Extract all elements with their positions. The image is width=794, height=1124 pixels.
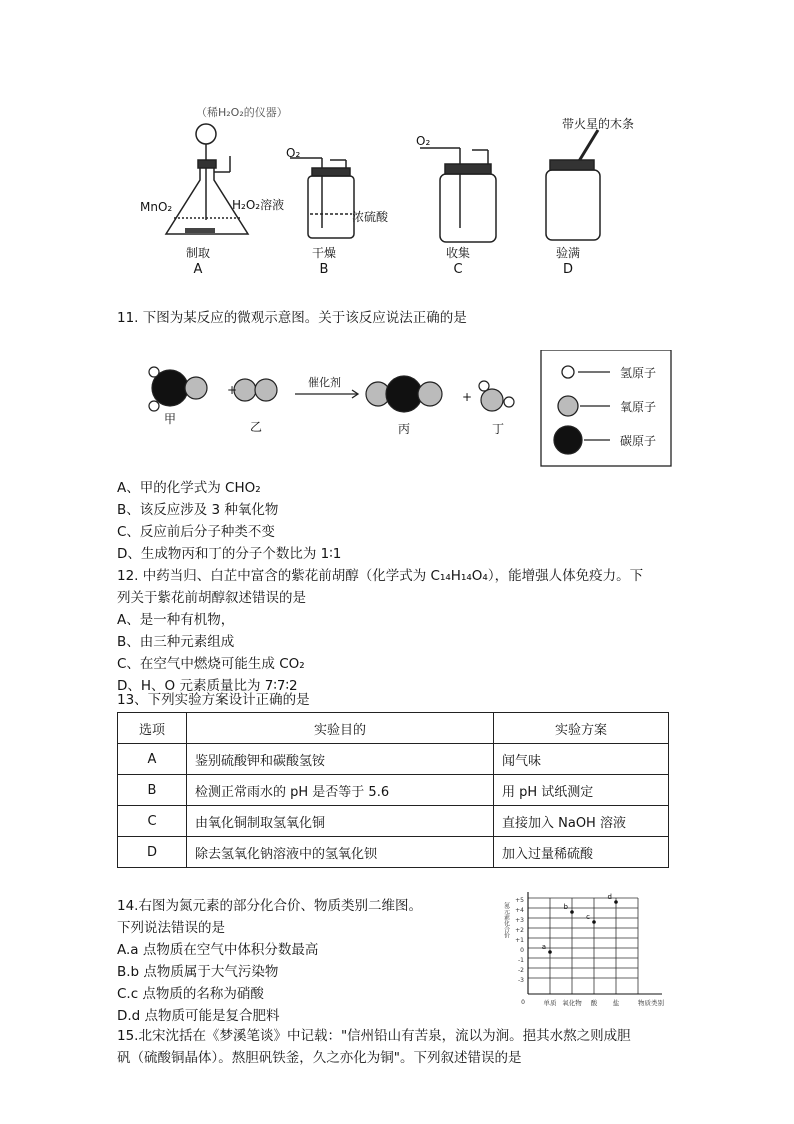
cell-purpose: 鉴别硫酸钾和碳酸氢铵	[187, 744, 494, 775]
cell-option: A	[118, 744, 187, 775]
q11-label-jia: 甲	[164, 412, 177, 426]
x-tick-label: 酸	[590, 999, 598, 1007]
q11-label-bing: 丙	[398, 422, 411, 436]
q11-catalyst: 催化剂	[308, 376, 341, 389]
q10-d-right-annot: 带火星的木条	[562, 117, 635, 131]
molecule-ding	[479, 381, 514, 411]
q10-c-letter: C	[453, 262, 463, 277]
cell-option: C	[118, 806, 187, 837]
q10-b-label: 干燥	[311, 246, 336, 260]
q12-option-a: A、是一种有机物，	[117, 612, 235, 628]
origin-label: 0	[521, 999, 525, 1006]
q11-title: 11. 下图为某反应的微观示意图。关于该反应说法正确的是	[117, 310, 467, 326]
apparatus-c-bottle	[420, 148, 496, 242]
y-tick-label: +3	[515, 917, 524, 924]
q10-a-left-annot: MnO₂	[140, 200, 173, 214]
y-tick-label: -1	[518, 957, 524, 964]
data-point-b	[570, 910, 574, 914]
legend-carbon: 碳原子	[620, 434, 657, 448]
q14-line-1: 14.右图为氮元素的部分化合价、物质类别二维图。	[117, 898, 422, 914]
y-tick-label: +2	[515, 927, 524, 934]
q10-b-letter: B	[319, 262, 329, 277]
q14-option-a: A.a 点物质在空气中体积分数最高	[117, 942, 319, 958]
cell-purpose: 由氧化铜制取氢氧化铜	[187, 806, 494, 837]
cell-option: D	[118, 837, 187, 868]
q10-a-letter: A	[193, 262, 203, 277]
q12-option-c: C、在空气中燃烧可能生成 CO₂	[117, 656, 305, 672]
cell-plan: 闻气味	[494, 744, 669, 775]
cell-plan: 加入过量稀硫酸	[494, 837, 669, 868]
reaction-arrow	[295, 390, 358, 398]
data-label-c: c	[586, 913, 590, 921]
x-axis-label: 物质类别	[638, 999, 664, 1007]
y-tick-label: 0	[520, 947, 524, 954]
col-header-plan: 实验方案	[494, 713, 669, 744]
q11-label-yi: 乙	[250, 420, 263, 434]
q11-plus-2: +	[462, 390, 473, 404]
data-point-a	[548, 950, 552, 954]
q11-option-a: A、甲的化学式为 CHO₂	[117, 480, 261, 496]
q11-option-b: B、该反应涉及 3 种氧化物	[117, 502, 279, 518]
q11-label-ding: 丁	[492, 422, 505, 436]
q11-plus-1: +	[227, 383, 238, 397]
x-tick-label: 盐	[612, 999, 620, 1007]
col-header-option: 选项	[118, 713, 187, 744]
table-row	[118, 837, 669, 868]
molecule-jia	[149, 367, 207, 411]
cell-plan: 直接加入 NaOH 溶液	[494, 806, 669, 837]
q12-line-2: 列关于紫花前胡醇叙述错误的是	[117, 590, 306, 606]
data-point-d	[614, 900, 618, 904]
y-tick-label: +5	[515, 897, 524, 904]
x-tick-label: 单质	[543, 999, 557, 1007]
q10-top-fragment: （稀H₂O₂的仪器）	[196, 106, 288, 119]
data-label-a: a	[541, 943, 546, 951]
legend-hydrogen: 氢原子	[620, 366, 657, 380]
q10-c-left-annot: O₂	[416, 134, 431, 148]
y-tick-label: -3	[518, 977, 524, 984]
cell-purpose: 检测正常雨水的 pH 是否等于 5.6	[187, 775, 494, 806]
col-header-purpose: 实验目的	[187, 713, 494, 744]
table-row	[118, 744, 669, 775]
q11-option-c: C、反应前后分子种类不变	[117, 524, 275, 540]
data-label-d: d	[607, 893, 612, 901]
y-tick-label: +1	[515, 937, 524, 944]
q10-b-left-annot: O₂	[286, 146, 301, 160]
apparatus-b-bottle	[290, 158, 354, 238]
legend-oxygen: 氧原子	[620, 400, 657, 414]
table-row	[118, 775, 669, 806]
q11-option-d: D、生成物丙和丁的分子个数比为 1∶1	[117, 546, 342, 562]
nitrogen-valence-chart	[500, 888, 690, 1016]
table-row	[118, 806, 669, 837]
data-label-b: b	[563, 903, 568, 911]
q15-line-2: 矾（硫酸铜晶体）。熬胆矾铁釜，久之亦化为铜"。下列叙述错误的是	[117, 1050, 522, 1066]
q10-d-letter: D	[562, 262, 573, 277]
cell-option: B	[118, 775, 187, 806]
q14-option-b: B.b 点物质属于大气污染物	[117, 964, 279, 980]
q13-table	[117, 712, 669, 868]
q10-b-right-annot: 浓硫酸	[352, 210, 389, 224]
q10-a-label: 制取	[185, 246, 210, 260]
data-point-c	[592, 920, 596, 924]
x-tick-label: 氧化物	[562, 999, 582, 1007]
q10-d-label: 验满	[555, 246, 580, 260]
q14-option-c: C.c 点物质的名称为硝酸	[117, 986, 264, 1002]
q10-c-label: 收集	[445, 246, 470, 260]
q15-line-1: 15.北宋沈括在《梦溪笔谈》中记载："信州铅山有苦泉，流以为涧。挹其水熬之则成胆	[117, 1028, 631, 1044]
cell-purpose: 除去氢氧化钠溶液中的氢氧化钡	[187, 837, 494, 868]
y-axis-label: 氮元素化合价	[502, 902, 510, 938]
molecule-bing	[366, 376, 442, 412]
apparatus-a-flask	[166, 124, 248, 234]
q10-a-right-annot: H₂O₂溶液	[232, 198, 285, 212]
q12-line-1: 12. 中药当归、白芷中富含的紫花前胡醇（化学式为 C₁₄H₁₄O₄），能增强人体免疫力。下	[117, 568, 644, 584]
q13-title: 13、下列实验方案设计正确的是	[117, 692, 310, 708]
table-header-row	[118, 713, 669, 744]
q12-option-b: B、由三种元素组成	[117, 634, 235, 650]
q11-reaction-diagram	[140, 350, 680, 468]
cell-plan: 用 pH 试纸测定	[494, 775, 669, 806]
q12-option-d: D、H、O 元素质量比为 7∶7∶2	[117, 678, 298, 694]
molecule-yi	[234, 379, 277, 401]
q14-option-d: D.d 点物质可能是复合肥料	[117, 1008, 280, 1024]
apparatus-d-bottle	[546, 130, 600, 240]
q14-line-2: 下列说法错误的是	[117, 920, 225, 936]
y-tick-label: -2	[518, 967, 524, 974]
y-tick-label: +4	[515, 907, 524, 914]
